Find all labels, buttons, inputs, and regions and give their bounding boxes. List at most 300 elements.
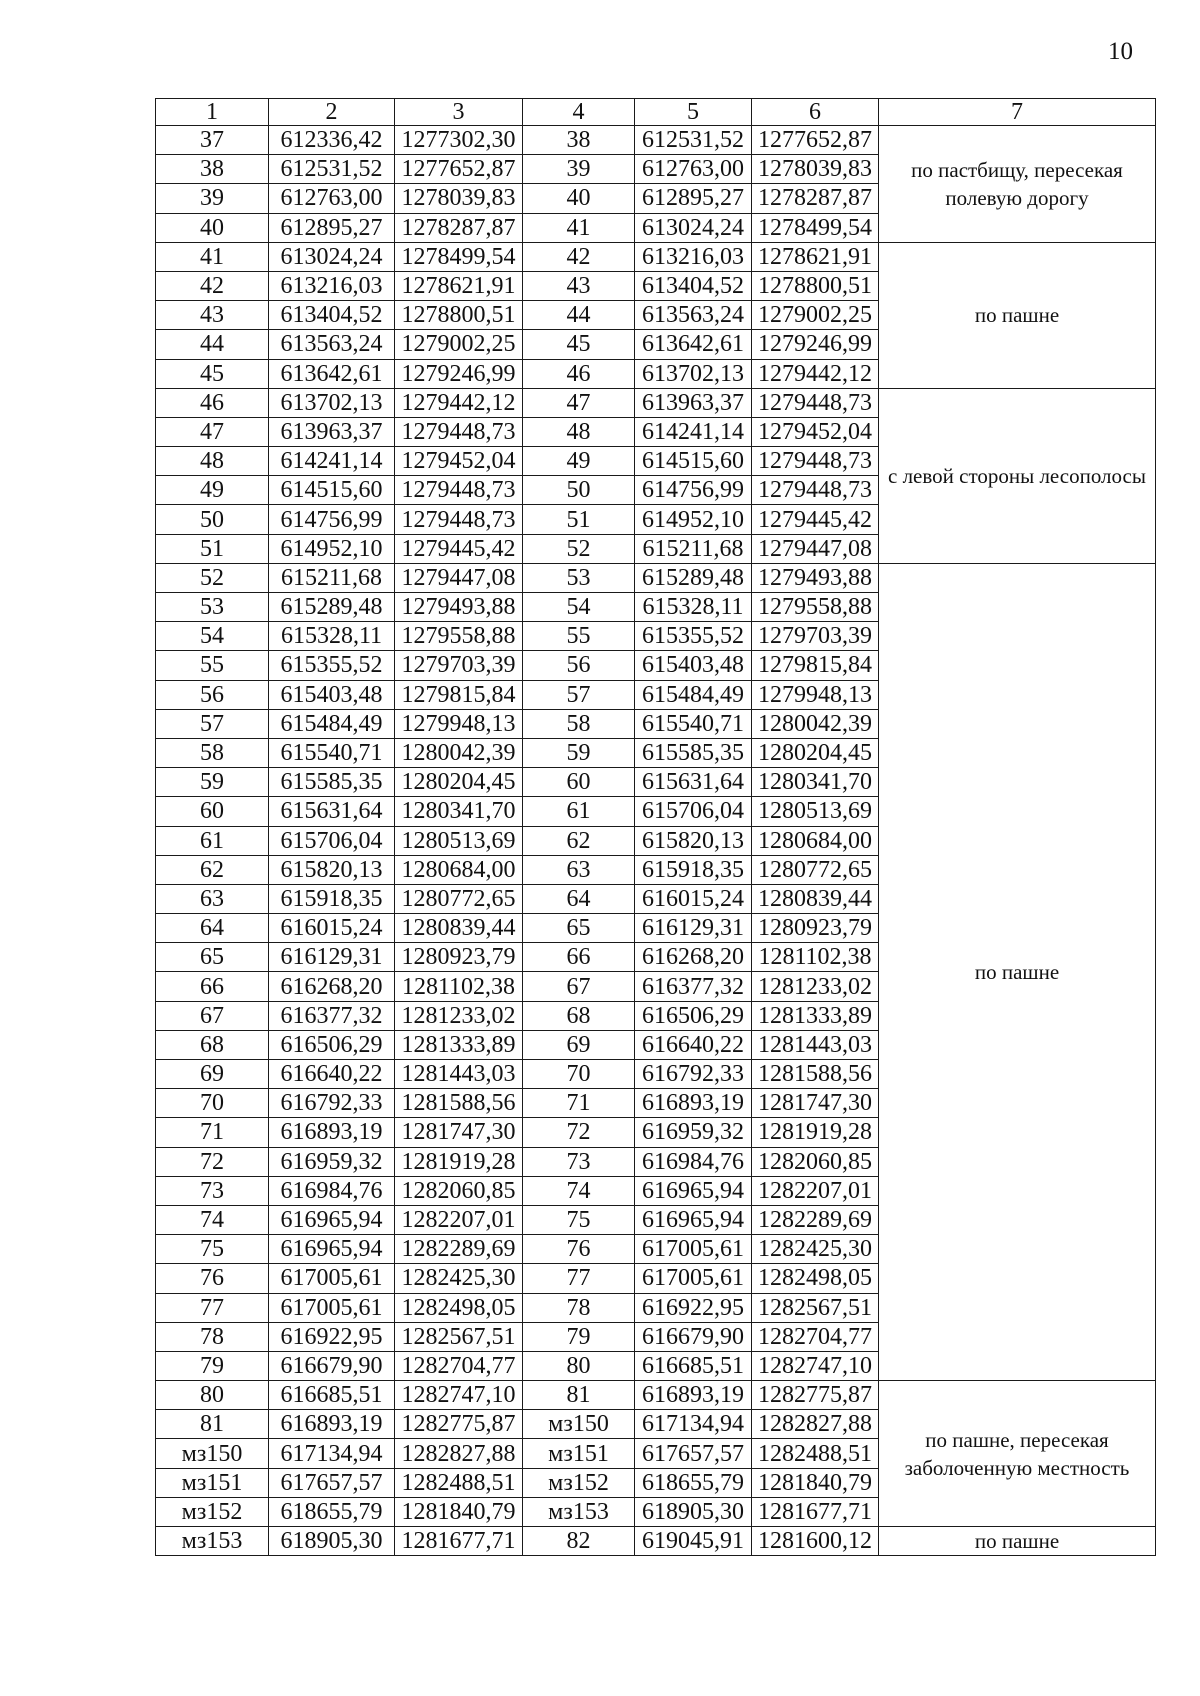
table-cell: 1279815,84 [752, 651, 879, 680]
table-cell: 1280772,65 [395, 884, 523, 913]
table-cell: 1279703,39 [752, 622, 879, 651]
table-cell: 1279002,25 [395, 330, 523, 359]
boundary-coordinates-table [155, 98, 1156, 1556]
table-cell: 616922,95 [269, 1322, 395, 1351]
table-cell: 62 [523, 826, 635, 855]
table-cell: 613642,61 [635, 330, 752, 359]
table-cell: 69 [523, 1030, 635, 1059]
table-cell: 1281102,38 [395, 972, 523, 1001]
table-cell: 1282827,88 [395, 1439, 523, 1468]
table-cell: 1282775,87 [395, 1410, 523, 1439]
table-cell: 65 [156, 943, 269, 972]
table-cell: 613642,61 [269, 359, 395, 388]
table-cell: 616893,19 [269, 1410, 395, 1439]
table-cell: 1279246,99 [752, 330, 879, 359]
table-cell: 616015,24 [269, 914, 395, 943]
table-row [156, 126, 1156, 155]
table-cell: 618655,79 [269, 1497, 395, 1526]
table-cell: 1282207,01 [752, 1176, 879, 1205]
table-cell: 616015,24 [635, 884, 752, 913]
table-cell: 54 [156, 622, 269, 651]
table-cell: 1279703,39 [395, 651, 523, 680]
table-cell: 39 [523, 155, 635, 184]
table-cell: 42 [523, 242, 635, 271]
table-cell: 1280839,44 [752, 884, 879, 913]
table-cell: 56 [156, 680, 269, 709]
table-cell: 1280772,65 [752, 855, 879, 884]
table-cell: 1279558,88 [752, 593, 879, 622]
table-cell: 64 [523, 884, 635, 913]
table-row [156, 1527, 1156, 1556]
table-cell: 1281333,89 [752, 1001, 879, 1030]
table-cell: 613963,37 [269, 417, 395, 446]
table-cell: 72 [156, 1147, 269, 1176]
table-cell: 1281102,38 [752, 943, 879, 972]
column-header: 5 [635, 99, 752, 126]
table-cell: 616965,94 [635, 1176, 752, 1205]
table-cell: 615706,04 [635, 797, 752, 826]
table-cell: 615706,04 [269, 826, 395, 855]
table-cell: 56 [523, 651, 635, 680]
table-cell: 60 [156, 797, 269, 826]
table-cell: 612531,52 [269, 155, 395, 184]
table-cell: 1278800,51 [395, 301, 523, 330]
table-cell: мз151 [156, 1468, 269, 1497]
table-cell: 37 [156, 126, 269, 155]
table-cell: 71 [156, 1118, 269, 1147]
table-cell: 614241,14 [635, 417, 752, 446]
table-cell: 38 [156, 155, 269, 184]
table-row [156, 242, 1156, 271]
table-cell: 1282498,05 [752, 1264, 879, 1293]
table-cell: 1282289,69 [395, 1235, 523, 1264]
table-cell: 76 [523, 1235, 635, 1264]
table-cell: 77 [523, 1264, 635, 1293]
table-cell: 616268,20 [269, 972, 395, 1001]
table-cell: 79 [156, 1351, 269, 1380]
table-cell: 1282704,77 [752, 1322, 879, 1351]
table-cell: 1279948,13 [752, 680, 879, 709]
table-cell: 615355,52 [269, 651, 395, 680]
table-cell: 1281588,56 [752, 1060, 879, 1089]
table-cell: 612895,27 [269, 213, 395, 242]
table-cell: 38 [523, 126, 635, 155]
table-cell: 618905,30 [269, 1527, 395, 1556]
table-cell: 1282567,51 [395, 1322, 523, 1351]
table-cell: 612895,27 [635, 184, 752, 213]
table-cell: 615540,71 [269, 738, 395, 767]
table-cell: 613563,24 [269, 330, 395, 359]
table-cell: 66 [156, 972, 269, 1001]
table-cell: 55 [523, 622, 635, 651]
table-cell: 1280204,45 [395, 768, 523, 797]
table-cell: 58 [156, 738, 269, 767]
table-cell: 613702,13 [269, 388, 395, 417]
table-cell: 55 [156, 651, 269, 680]
header-row [156, 99, 1156, 126]
table-cell: 1279445,42 [752, 505, 879, 534]
table-cell: 40 [523, 184, 635, 213]
table-cell: 54 [523, 593, 635, 622]
table-cell: 615211,68 [269, 563, 395, 592]
table-cell: 612763,00 [269, 184, 395, 213]
table-cell: 73 [523, 1147, 635, 1176]
route-note: по пастбищу, пересекая полевую дорогу [879, 126, 1156, 243]
table-cell: 616129,31 [269, 943, 395, 972]
table-cell: 1282488,51 [752, 1439, 879, 1468]
route-note: по пашне [879, 563, 1156, 1380]
table-cell: 616129,31 [635, 914, 752, 943]
table-cell: 1281840,79 [752, 1468, 879, 1497]
table-cell: 615355,52 [635, 622, 752, 651]
table-cell: 616984,76 [269, 1176, 395, 1205]
table-cell: 614756,99 [269, 505, 395, 534]
table-cell: 51 [523, 505, 635, 534]
table-cell: 615631,64 [269, 797, 395, 826]
table-cell: 614515,60 [635, 447, 752, 476]
table-cell: 1282060,85 [395, 1176, 523, 1205]
table-cell: 613963,37 [635, 388, 752, 417]
table-cell: 615585,35 [635, 738, 752, 767]
table-cell: 614241,14 [269, 447, 395, 476]
route-note: по пашне [879, 1527, 1156, 1556]
table-cell: 616965,94 [269, 1235, 395, 1264]
table-cell: 614515,60 [269, 476, 395, 505]
table-cell: 1278499,54 [395, 242, 523, 271]
table-cell: 50 [523, 476, 635, 505]
table-cell: 78 [156, 1322, 269, 1351]
table-cell: 1278039,83 [395, 184, 523, 213]
table-cell: 51 [156, 534, 269, 563]
table-cell: 61 [156, 826, 269, 855]
table-cell: 62 [156, 855, 269, 884]
table-cell: 616377,32 [269, 1001, 395, 1030]
table-cell: 49 [523, 447, 635, 476]
table-cell: 615540,71 [635, 709, 752, 738]
table-cell: 81 [523, 1381, 635, 1410]
table-cell: 73 [156, 1176, 269, 1205]
table-cell: 1279493,88 [752, 563, 879, 592]
table-cell: 616640,22 [635, 1030, 752, 1059]
table-cell: 57 [156, 709, 269, 738]
table-cell: 617005,61 [269, 1264, 395, 1293]
table-cell: 69 [156, 1060, 269, 1089]
table-cell: 615820,13 [635, 826, 752, 855]
table-cell: 1278499,54 [752, 213, 879, 242]
table-cell: 49 [156, 476, 269, 505]
table-cell: 1279558,88 [395, 622, 523, 651]
table-cell: 1281600,12 [752, 1527, 879, 1556]
table-cell: 46 [156, 388, 269, 417]
table-cell: 1280042,39 [395, 738, 523, 767]
table-cell: 1280684,00 [395, 855, 523, 884]
table-cell: 1281747,30 [752, 1089, 879, 1118]
table-cell: 1282747,10 [752, 1351, 879, 1380]
table-cell: 75 [523, 1205, 635, 1234]
table-cell: 617005,61 [635, 1264, 752, 1293]
table-cell: 615211,68 [635, 534, 752, 563]
table-cell: 616506,29 [269, 1030, 395, 1059]
table-cell: 616792,33 [635, 1060, 752, 1089]
table-cell: 1280839,44 [395, 914, 523, 943]
table-cell: 615289,48 [269, 593, 395, 622]
table-cell: 615328,11 [635, 593, 752, 622]
table-cell: 1281443,03 [395, 1060, 523, 1089]
table-cell: 618655,79 [635, 1468, 752, 1497]
table-cell: 80 [523, 1351, 635, 1380]
table-cell: 616893,19 [635, 1381, 752, 1410]
table-cell: 1278621,91 [752, 242, 879, 271]
table-cell: 619045,91 [635, 1527, 752, 1556]
table-cell: 48 [523, 417, 635, 446]
table-cell: 80 [156, 1381, 269, 1410]
table-cell: мз152 [156, 1497, 269, 1526]
table-cell: 616377,32 [635, 972, 752, 1001]
table-cell: 613563,24 [635, 301, 752, 330]
table-cell: мз151 [523, 1439, 635, 1468]
table-cell: 1279448,73 [752, 447, 879, 476]
table-cell: мз150 [523, 1410, 635, 1439]
table-cell: 44 [156, 330, 269, 359]
table-cell: 1279442,12 [752, 359, 879, 388]
table-cell: 1280923,79 [395, 943, 523, 972]
table-cell: 616685,51 [269, 1381, 395, 1410]
table-cell: 53 [523, 563, 635, 592]
column-header: 1 [156, 99, 269, 126]
table-cell: 615918,35 [269, 884, 395, 913]
table-cell: 1278287,87 [752, 184, 879, 213]
table-cell: 1278039,83 [752, 155, 879, 184]
table-cell: 47 [156, 417, 269, 446]
table-cell: 52 [523, 534, 635, 563]
table-cell: 612763,00 [635, 155, 752, 184]
table-cell: 40 [156, 213, 269, 242]
table-cell: 1280204,45 [752, 738, 879, 767]
table-cell: 1282775,87 [752, 1381, 879, 1410]
table-cell: 81 [156, 1410, 269, 1439]
table-cell: 68 [523, 1001, 635, 1030]
table-cell: 616965,94 [635, 1205, 752, 1234]
column-header: 6 [752, 99, 879, 126]
table-cell: 1279447,08 [395, 563, 523, 592]
table-cell: 65 [523, 914, 635, 943]
table-cell: мз153 [156, 1527, 269, 1556]
table-cell: 615820,13 [269, 855, 395, 884]
table-cell: 74 [523, 1176, 635, 1205]
table-cell: 1279452,04 [395, 447, 523, 476]
table-cell: 58 [523, 709, 635, 738]
table-cell: 616922,95 [635, 1293, 752, 1322]
table-cell: 1282488,51 [395, 1468, 523, 1497]
table-cell: 1277652,87 [395, 155, 523, 184]
table-cell: 617134,94 [635, 1410, 752, 1439]
table-cell: 1282747,10 [395, 1381, 523, 1410]
table-cell: 64 [156, 914, 269, 943]
table-row [156, 388, 1156, 417]
table-cell: 1280923,79 [752, 914, 879, 943]
table-cell: 1279447,08 [752, 534, 879, 563]
table-cell: 76 [156, 1264, 269, 1293]
table-cell: 1281333,89 [395, 1030, 523, 1059]
table-cell: 44 [523, 301, 635, 330]
table-cell: 66 [523, 943, 635, 972]
table-cell: 1277302,30 [395, 126, 523, 155]
table-cell: 50 [156, 505, 269, 534]
table-cell: 616640,22 [269, 1060, 395, 1089]
column-header: 2 [269, 99, 395, 126]
table-cell: 613216,03 [635, 242, 752, 271]
table-cell: 1280341,70 [752, 768, 879, 797]
table-cell: 1282425,30 [395, 1264, 523, 1293]
table-cell: 613404,52 [269, 301, 395, 330]
table-cell: 48 [156, 447, 269, 476]
table-cell: 616685,51 [635, 1351, 752, 1380]
table-cell: 60 [523, 768, 635, 797]
column-header: 7 [879, 99, 1156, 126]
table-cell: 615585,35 [269, 768, 395, 797]
table-cell: 615403,48 [635, 651, 752, 680]
table-cell: 616792,33 [269, 1089, 395, 1118]
table-cell: 615289,48 [635, 563, 752, 592]
table-cell: 1279948,13 [395, 709, 523, 738]
table-cell: 617005,61 [269, 1293, 395, 1322]
route-note: с левой стороны лесополосы [879, 388, 1156, 563]
table-cell: 1281919,28 [395, 1147, 523, 1176]
table-cell: 613024,24 [269, 242, 395, 271]
table-cell: 1281588,56 [395, 1089, 523, 1118]
table-cell: 1281677,71 [395, 1527, 523, 1556]
table-cell: 70 [156, 1089, 269, 1118]
table-cell: 1279493,88 [395, 593, 523, 622]
table-cell: 614952,10 [635, 505, 752, 534]
table-cell: 1279448,73 [395, 476, 523, 505]
table-cell: 67 [523, 972, 635, 1001]
table-cell: 1279445,42 [395, 534, 523, 563]
table-cell: 72 [523, 1118, 635, 1147]
table-cell: 616506,29 [635, 1001, 752, 1030]
table-cell: 616679,90 [635, 1322, 752, 1351]
table-cell: 616959,32 [269, 1147, 395, 1176]
table-cell: 1281840,79 [395, 1497, 523, 1526]
table-cell: 74 [156, 1205, 269, 1234]
table-cell: 1279002,25 [752, 301, 879, 330]
table-cell: 1279442,12 [395, 388, 523, 417]
route-note: по пашне [879, 242, 1156, 388]
table-cell: 613404,52 [635, 271, 752, 300]
table-cell: 1282060,85 [752, 1147, 879, 1176]
table-cell: 1278621,91 [395, 271, 523, 300]
table-cell: 1280684,00 [752, 826, 879, 855]
column-header: 3 [395, 99, 523, 126]
table-cell: 1282827,88 [752, 1410, 879, 1439]
table-cell: 43 [156, 301, 269, 330]
table-cell: 45 [523, 330, 635, 359]
table-cell: 1281233,02 [395, 1001, 523, 1030]
route-note: по пашне, пересекая заболоченную местность [879, 1381, 1156, 1527]
table-cell: 52 [156, 563, 269, 592]
table-cell: 612336,42 [269, 126, 395, 155]
table-cell: 615484,49 [635, 680, 752, 709]
column-header: 4 [523, 99, 635, 126]
table-cell: 618905,30 [635, 1497, 752, 1526]
table-row [156, 1381, 1156, 1410]
table-cell: 45 [156, 359, 269, 388]
table-cell: 1281443,03 [752, 1030, 879, 1059]
table-cell: 1279246,99 [395, 359, 523, 388]
table-row [156, 563, 1156, 592]
page-number: 10 [1108, 38, 1133, 65]
table-cell: 41 [523, 213, 635, 242]
table-cell: 614952,10 [269, 534, 395, 563]
table-cell: 67 [156, 1001, 269, 1030]
table-cell: 77 [156, 1293, 269, 1322]
table-cell: 1282498,05 [395, 1293, 523, 1322]
table-cell: 63 [523, 855, 635, 884]
table-cell: 1281233,02 [752, 972, 879, 1001]
table-cell: 1280042,39 [752, 709, 879, 738]
table-cell: 616268,20 [635, 943, 752, 972]
table-cell: 615328,11 [269, 622, 395, 651]
table-cell: 1281919,28 [752, 1118, 879, 1147]
table-cell: 617657,57 [635, 1439, 752, 1468]
table-cell: 1280513,69 [752, 797, 879, 826]
table-cell: 1277652,87 [752, 126, 879, 155]
table-cell: 615403,48 [269, 680, 395, 709]
table-cell: 39 [156, 184, 269, 213]
table-cell: 1282704,77 [395, 1351, 523, 1380]
table-cell: 1281747,30 [395, 1118, 523, 1147]
table-cell: 617134,94 [269, 1439, 395, 1468]
table-cell: 1280341,70 [395, 797, 523, 826]
table-cell: 1282289,69 [752, 1205, 879, 1234]
table-cell: 617657,57 [269, 1468, 395, 1497]
table-cell: 1278800,51 [752, 271, 879, 300]
table-cell: 1278287,87 [395, 213, 523, 242]
table-cell: 47 [523, 388, 635, 417]
table-cell: 79 [523, 1322, 635, 1351]
table-cell: 41 [156, 242, 269, 271]
table-cell: 68 [156, 1030, 269, 1059]
table-cell: 1279815,84 [395, 680, 523, 709]
table-cell: 1279448,73 [395, 417, 523, 446]
table-body [156, 126, 1156, 1556]
table-cell: 615484,49 [269, 709, 395, 738]
table-cell: 78 [523, 1293, 635, 1322]
table-cell: 1282567,51 [752, 1293, 879, 1322]
table-cell: 614756,99 [635, 476, 752, 505]
table-cell: 1281677,71 [752, 1497, 879, 1526]
table-cell: 1282207,01 [395, 1205, 523, 1234]
table-cell: 1282425,30 [752, 1235, 879, 1264]
table-cell: 42 [156, 271, 269, 300]
table-cell: 613702,13 [635, 359, 752, 388]
table-cell: 53 [156, 593, 269, 622]
table-cell: 59 [156, 768, 269, 797]
table-cell: 59 [523, 738, 635, 767]
table-cell: 616679,90 [269, 1351, 395, 1380]
table-cell: 63 [156, 884, 269, 913]
table-cell: 615631,64 [635, 768, 752, 797]
table-cell: 75 [156, 1235, 269, 1264]
table-cell: 616893,19 [635, 1089, 752, 1118]
table-cell: 46 [523, 359, 635, 388]
table-cell: 616893,19 [269, 1118, 395, 1147]
table-cell: 82 [523, 1527, 635, 1556]
table-cell: 613216,03 [269, 271, 395, 300]
table-cell: мз153 [523, 1497, 635, 1526]
table-cell: 612531,52 [635, 126, 752, 155]
table-cell: 70 [523, 1060, 635, 1089]
